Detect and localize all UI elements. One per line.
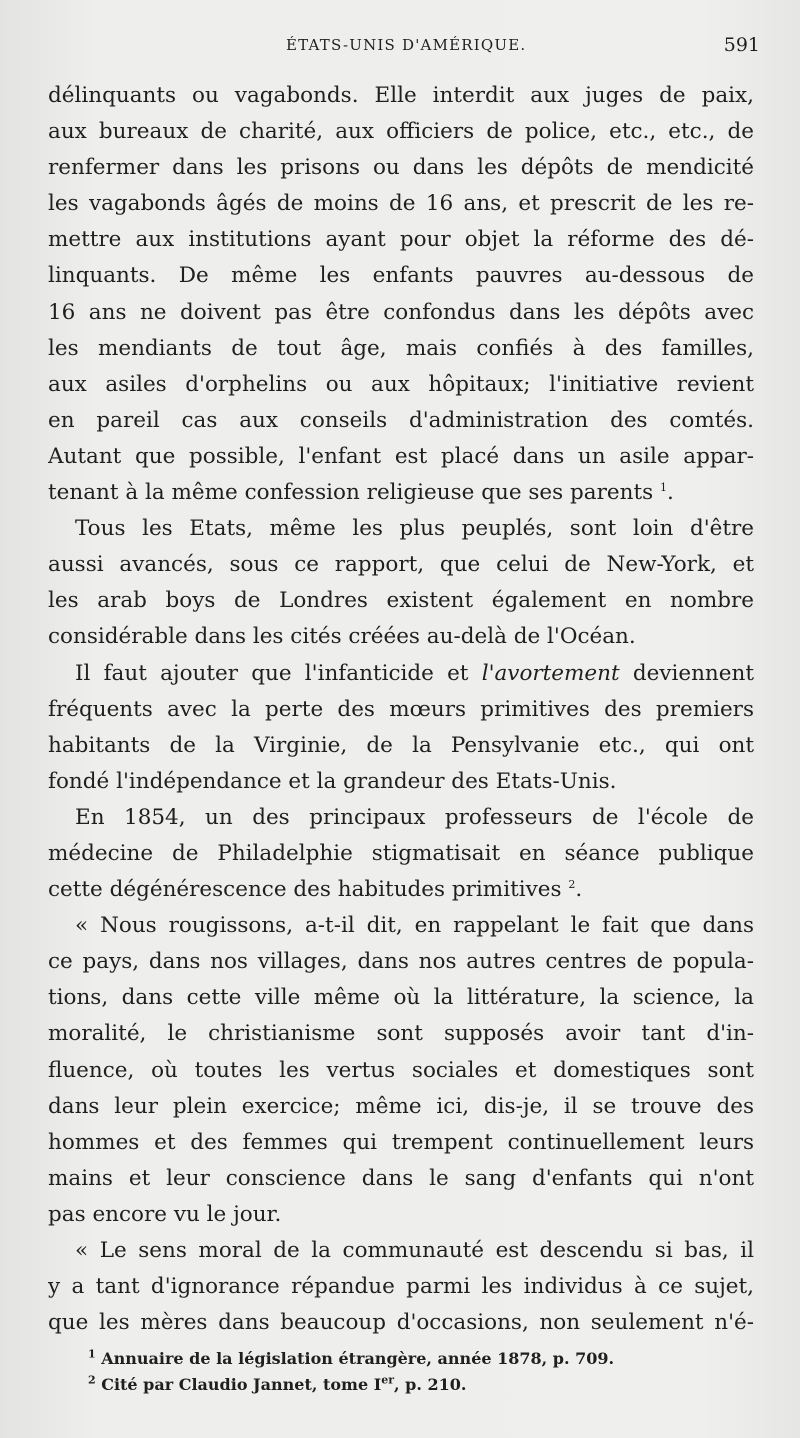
footnote-text: Cité par Claudio Jannet, tome I — [95, 1375, 382, 1394]
footnotes — [88, 1346, 728, 1398]
footnote — [88, 1346, 728, 1372]
text-line — [48, 475, 754, 511]
text-line: aux bureaux de charité, aux officiers de police, etc., etc., de — [48, 119, 754, 145]
text-segment: cette dégénérescence des habitudes primitives — [48, 877, 562, 903]
text-segment: deviennent — [619, 660, 754, 686]
text-line: mains et leur conscience dans le sang d'enfants qui n'ont — [48, 1165, 754, 1191]
text-line: tions, dans cette ville même où la littérature, la science, la — [48, 985, 754, 1011]
text-line: les vagabonds âgés de moins de 16 ans, et prescrit de les re- — [48, 191, 754, 217]
text-line: « Nous rougissons, a-t-il dit, en rappelant le fait que dans — [75, 913, 754, 939]
text-line: médecine de Philadelphie stigmatisait en séance publique — [48, 840, 754, 866]
text-line: habitants de la Virginie, de la Pensylvanie etc., qui ont — [48, 732, 754, 758]
footnote-ref: 2 — [568, 877, 576, 891]
italic-word: l'avortement — [481, 660, 620, 686]
footnote — [88, 1372, 728, 1398]
text-line: fondé l'indépendance et la grandeur des Etats-Unis. — [48, 768, 617, 794]
footnote-mark: 1 — [88, 1347, 96, 1361]
text-line: les mendiants de tout âge, mais confiés à des familles, — [48, 335, 754, 361]
text-line: hommes et des femmes qui trempent continuellement leurs — [48, 1129, 754, 1155]
text-line: considérable dans les cités créées au-delà de l'Océan. — [48, 624, 636, 650]
text-line: y a tant d'ignorance répandue parmi les individus à ce sujet, — [48, 1274, 754, 1300]
text-line: Tous les Etats, même les plus peuplés, sont loin d'être — [75, 516, 754, 542]
text-line: fréquents avec la perte des mœurs primitives des premiers — [48, 696, 754, 722]
footnote-text: Annuaire de la législation étrangère, année 1878, p. 709. — [95, 1349, 615, 1368]
text-segment: . — [575, 877, 583, 903]
text-line: En 1854, un des principaux professeurs de l'école de — [75, 804, 754, 830]
text-segment: Il faut ajouter que l'infanticide et — [75, 660, 469, 686]
text-line: fluence, où toutes les vertus sociales et domestiques sont — [48, 1057, 754, 1083]
footnote-text-tail: , p. 210. — [394, 1375, 467, 1394]
text-line: aux asiles d'orphelins ou aux hôpitaux; l'initiative revient — [48, 371, 754, 397]
text-line: que les mères dans beaucoup d'occasions, non seulement n'é- — [48, 1310, 754, 1336]
text-line: Autant que possible, l'enfant est placé dans un asile appar- — [48, 443, 754, 469]
page-header — [0, 36, 800, 60]
text-line: délinquants ou vagabonds. Elle interdit aux juges de paix, — [48, 83, 754, 108]
text-line: linquants. De même les enfants pauvres au-dessous de — [48, 263, 754, 289]
body-text — [48, 78, 754, 1341]
running-title: ÉTATS-UNIS D'AMÉRIQUE. — [286, 36, 527, 54]
text-segment: . — [666, 480, 674, 506]
footnote-mark: 2 — [88, 1373, 96, 1387]
text-line: dans leur plein exercice; même ici, dis-je, il se trouve des — [48, 1093, 754, 1119]
footnote-superscript: er — [381, 1373, 394, 1387]
text-line: pas encore vu le jour. — [48, 1201, 282, 1227]
text-line: en pareil cas aux conseils d'administration des comtés. — [48, 407, 754, 433]
text-line — [48, 872, 754, 908]
text-line: « Le sens moral de la communauté est descendu si bas, il — [75, 1238, 754, 1263]
page-number: 591 — [723, 34, 760, 56]
text-line: moralité, le christianisme sont supposés avoir tant d'in- — [48, 1021, 754, 1047]
text-line — [48, 656, 754, 692]
text-line: aussi avancés, sous ce rapport, que celui de New-York, et — [48, 552, 754, 578]
text-segment: tenant à la même confession religieuse que ses parents — [48, 480, 654, 506]
text-line: renfermer dans les prisons ou dans les dépôts de mendicité — [48, 155, 754, 181]
text-line: ce pays, dans nos villages, dans nos autres centres de popula- — [48, 949, 754, 975]
footnote-ref: 1 — [659, 480, 667, 494]
text-line: mettre aux institutions ayant pour objet la réforme des dé- — [48, 227, 754, 253]
text-line: 16 ans ne doivent pas être confondus dans les dépôts avec — [48, 299, 754, 325]
text-line: les arab boys de Londres existent également en nombre — [48, 588, 754, 614]
